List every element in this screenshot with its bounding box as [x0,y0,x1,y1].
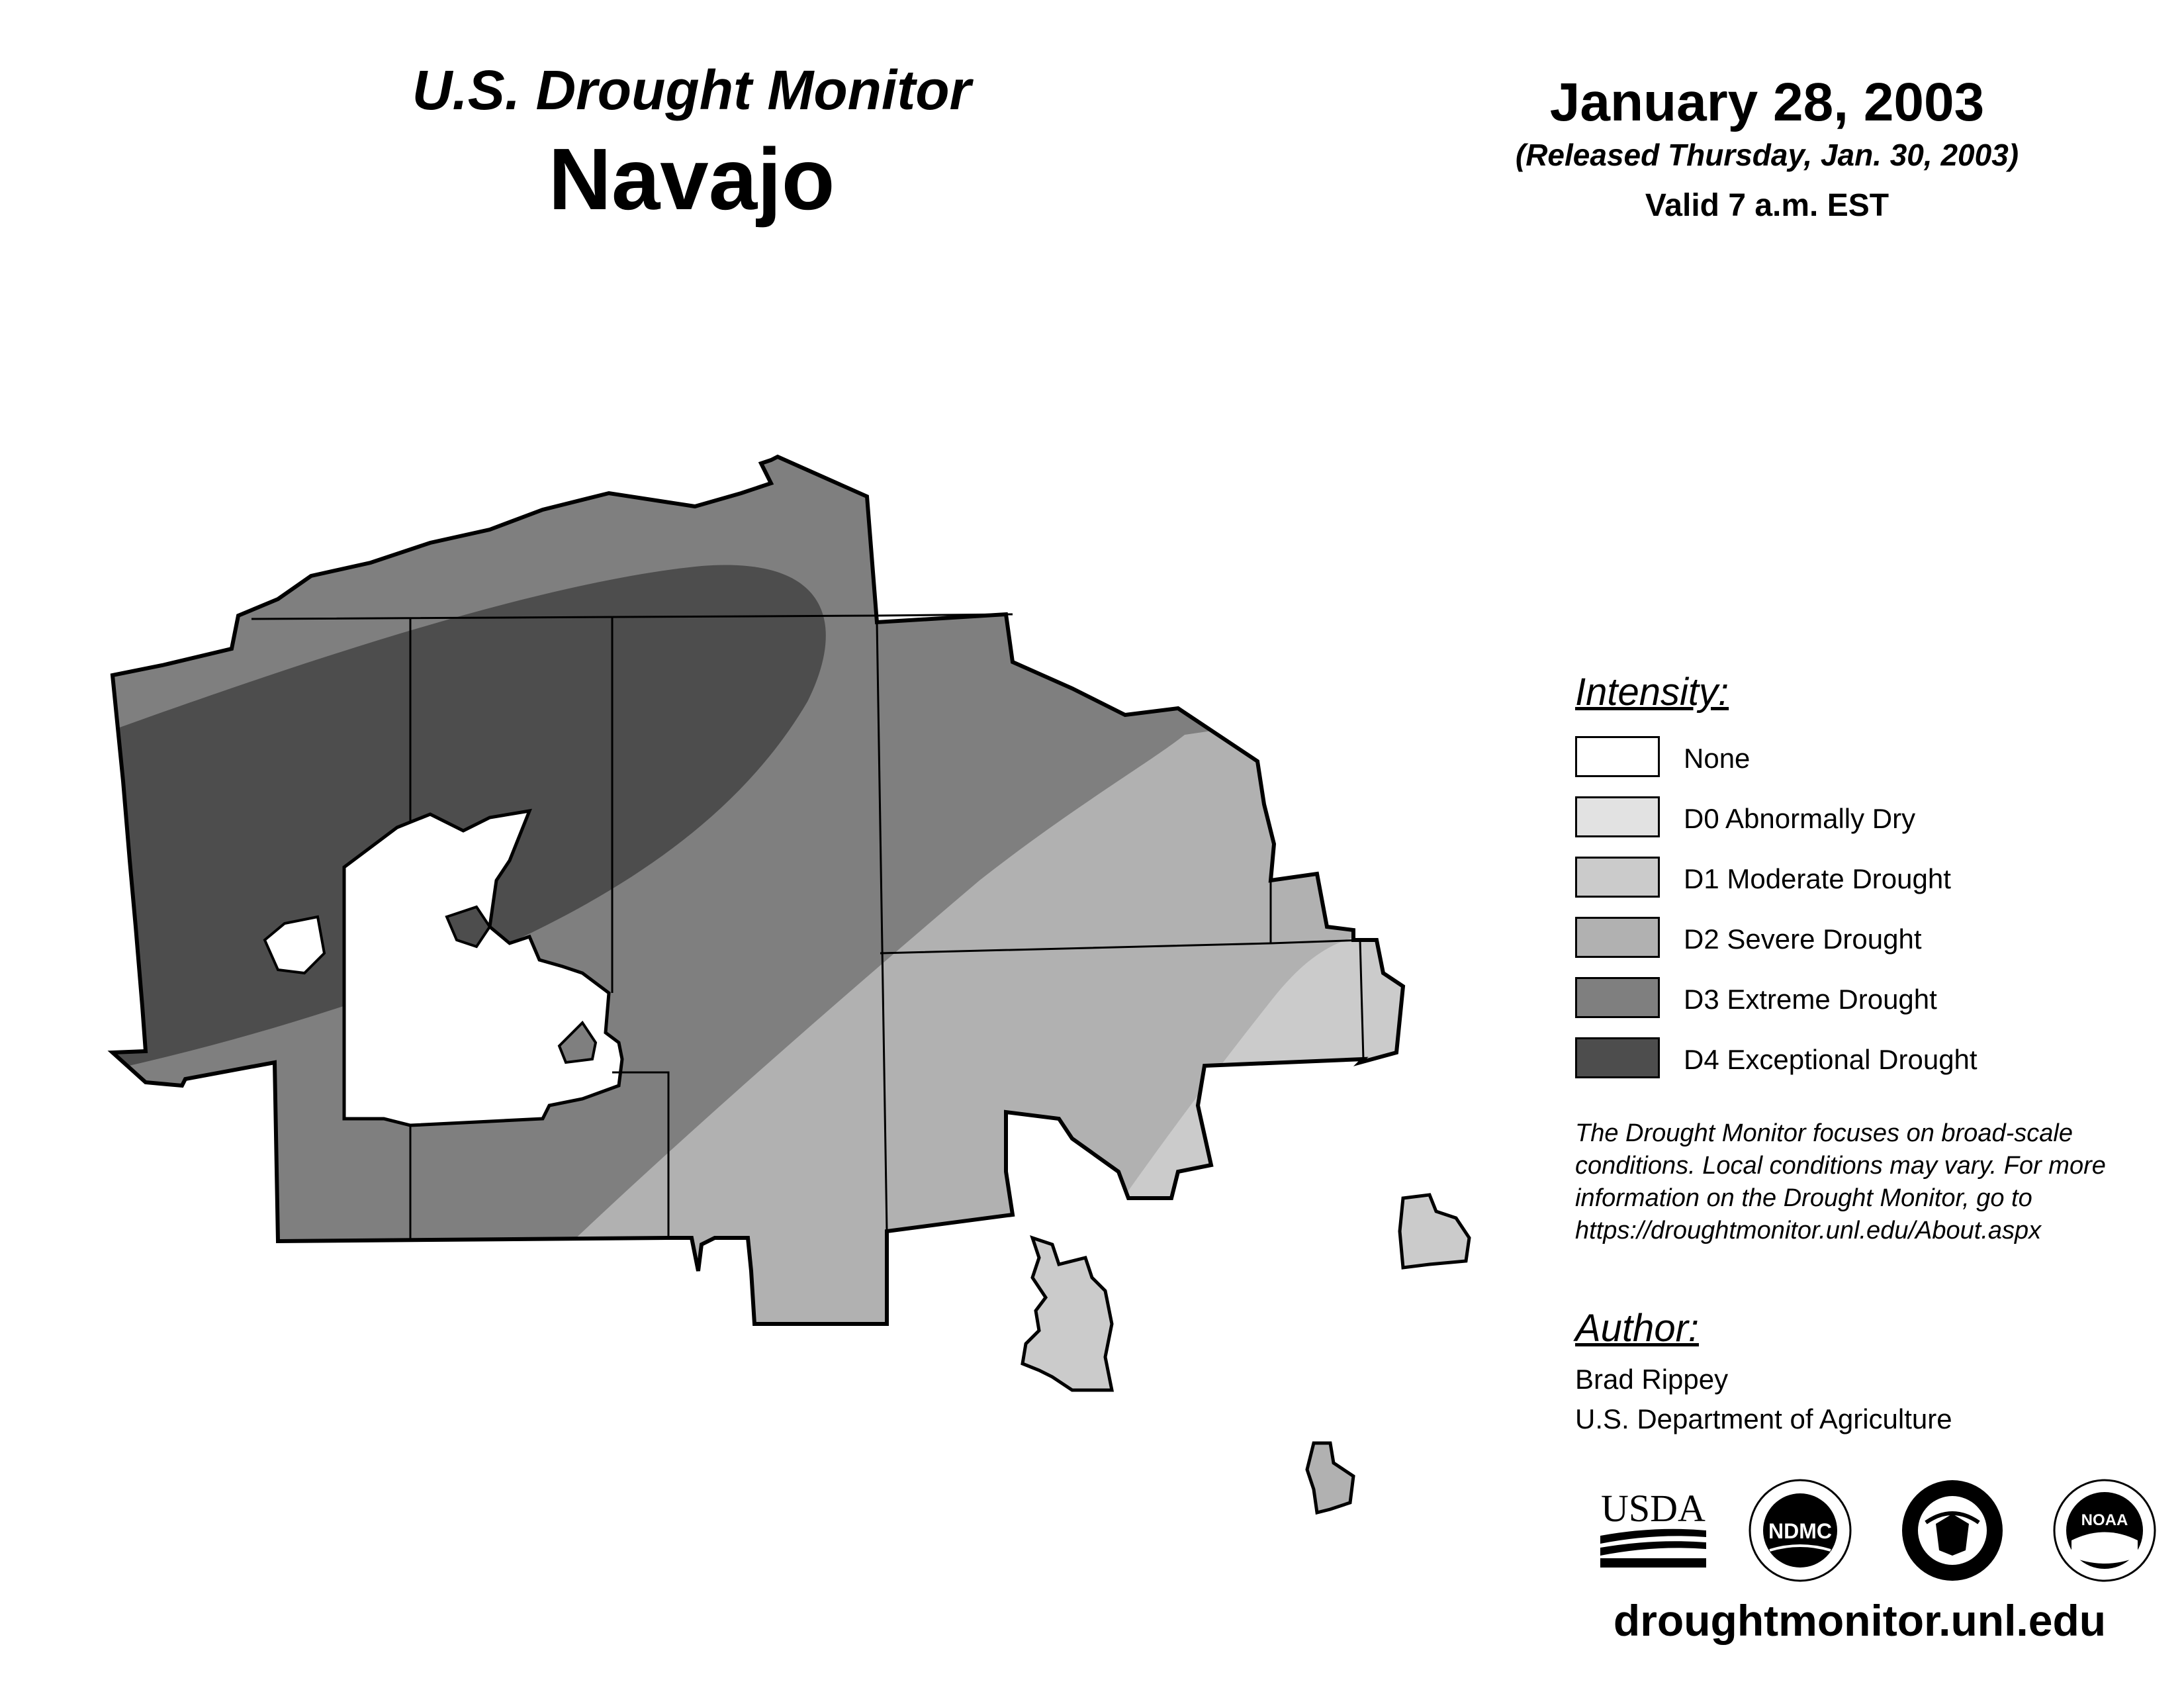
usda-logo [1595,1489,1711,1569]
release-date: (Released Thursday, Jan. 30, 2003) [1515,138,2019,172]
usda-logo-icon [1595,1489,1711,1569]
legend-item-d2 [1575,917,2144,963]
legend-item-d3 [1575,977,2144,1023]
author-name: Brad Rippey [1575,1364,1729,1395]
region-title: Navajo [548,130,835,228]
noaa-logo [2052,1477,2158,1583]
legend-swatch [1575,977,1660,1018]
legend-label: D1 Moderate Drought [1684,863,1951,894]
footer-url[interactable]: droughtmonitor.unl.edu [1613,1596,2107,1645]
ndmc-logo-text: NDMC [1768,1519,1832,1543]
legend-item-d0 [1575,796,2144,843]
legend-swatch [1575,736,1660,777]
legend-label: None [1684,743,1751,774]
legend-label: D0 Abnormally Dry [1684,803,1916,834]
eastern-chapter-area [1023,1238,1112,1390]
ramah-chapter-area [1400,1195,1469,1268]
header-subtitle: U.S. Drought Monitor [412,59,972,121]
ndmc-logo [1747,1477,1853,1583]
author-agency: U.S. Department of Agriculture [1575,1403,1952,1434]
legend-swatch [1575,1037,1660,1078]
noaa-logo-icon [2052,1477,2158,1583]
legend-title: Intensity: [1575,671,1729,714]
legend-item-none [1575,736,2144,782]
legend-label: D3 Extreme Drought [1684,984,1937,1015]
valid-time: Valid 7 a.m. EST [1645,188,1889,223]
legend-label: D4 Exceptional Drought [1684,1044,1978,1075]
author-title: Author: [1575,1307,1699,1350]
legend-swatch [1575,917,1660,958]
commerce-seal-icon [1899,1477,2005,1583]
usda-logo-text: USDA [1601,1489,1706,1530]
ndmc-logo-icon [1747,1477,1853,1583]
legend-swatch [1575,857,1660,898]
noaa-logo-text: NOAA [2081,1511,2128,1529]
map-date: January 28, 2003 [1549,72,1985,132]
legend-item-d4 [1575,1037,2144,1084]
legend-label: D2 Severe Drought [1684,923,1922,955]
legend-item-d1 [1575,857,2144,903]
alamo-chapter-area [1307,1443,1353,1513]
disclaimer-text: The Drought Monitor focuses on broad-scale conditions. Local conditions may vary. For more information on the Drought Monitor, go to https://droughtmonitor.unl.edu/About.aspx [1575,1119,2106,1244]
department-of-commerce-seal [1899,1477,2005,1583]
legend-swatch [1575,796,1660,837]
